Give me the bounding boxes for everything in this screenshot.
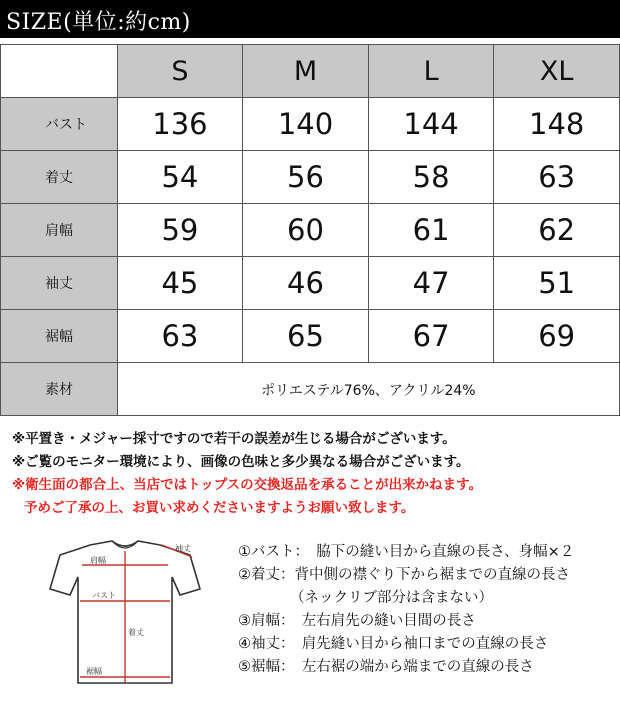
legend-item: ⑤裾幅： 左右裾の端から端までの直線の長さ: [238, 659, 534, 675]
table-cell: 59: [117, 204, 243, 257]
table-row: [1, 204, 620, 257]
table-cell: 47: [368, 257, 494, 310]
table-cell: 58: [368, 151, 494, 204]
table-cell: 61: [368, 204, 494, 257]
legend-item: （ネックリブ部分は含まない）: [290, 590, 493, 606]
table-cell: 69: [494, 310, 620, 363]
legend-item: ③肩幅： 左右肩先の縫い目間の長さ: [238, 613, 476, 629]
table-cell: 65: [243, 310, 369, 363]
bust-label: バスト: [92, 591, 116, 600]
material-row: [1, 363, 620, 416]
table-cell: 60: [243, 204, 369, 257]
table-row: [1, 151, 620, 204]
table-cell: 54: [117, 151, 243, 204]
table-cell: 140: [243, 98, 369, 151]
note-line: ※平置き・メジャー採寸ですので若干の誤差が生じる場合がございます。: [12, 431, 456, 447]
material-label: 素材: [1, 363, 118, 416]
table-row: [1, 257, 620, 310]
table-row: [1, 310, 620, 363]
table-cell: 45: [117, 257, 243, 310]
legend-item: ④袖丈： 肩先縫い目から袖口までの直線の長さ: [238, 636, 549, 652]
size-header-l: L: [368, 45, 494, 98]
tshirt-diagram: [40, 537, 210, 687]
row-label: 袖丈: [1, 257, 118, 310]
warning-line: 予めご了承の上、お買い求めくださいますようお願い致します。: [24, 500, 415, 516]
table-cell: 136: [117, 98, 243, 151]
table-row: [1, 98, 620, 151]
note-line: ※ご覧のモニター環境により、画像の色味と多少異なる場合がございます。: [12, 454, 470, 470]
material-value: ポリエステル76%、アクリル24%: [117, 363, 619, 416]
table-cell: 46: [243, 257, 369, 310]
legend-item: ②着丈：背中側の襟ぐり下から裾までの直線の長さ: [238, 567, 570, 583]
warning-line: ※衛生面の都合上、当店ではトップスの交換返品を承ることが出来かねます。: [12, 477, 483, 493]
page-title: SIZE(単位:約cm): [6, 10, 191, 35]
size-table: [0, 44, 620, 416]
table-cell: 63: [494, 151, 620, 204]
table-cell: 67: [368, 310, 494, 363]
length-label: 着丈: [128, 628, 144, 637]
notes: [12, 428, 482, 520]
size-header-m: M: [243, 45, 369, 98]
row-label: バスト: [1, 98, 118, 151]
table-cell: 63: [117, 310, 243, 363]
row-label: 肩幅: [1, 204, 118, 257]
title-bar: [0, 0, 620, 38]
table-cell: 51: [494, 257, 620, 310]
table-cell: 62: [494, 204, 620, 257]
row-label: 着丈: [1, 151, 118, 204]
sleeve-label: 袖丈: [175, 544, 191, 553]
table-cell: 148: [494, 98, 620, 151]
table-corner: [1, 45, 118, 98]
size-header-row: [1, 45, 620, 98]
size-header-xl: XL: [494, 45, 620, 98]
shoulder-label: 肩幅: [90, 556, 106, 565]
size-header-s: S: [117, 45, 243, 98]
measurement-legend: [238, 541, 574, 679]
legend-item: ①バスト： 脇下の縫い目から直線の長さ、身幅×２: [238, 544, 575, 560]
hem-label: 裾幅: [86, 667, 102, 676]
table-cell: 56: [243, 151, 369, 204]
table-cell: 144: [368, 98, 494, 151]
row-label: 裾幅: [1, 310, 118, 363]
